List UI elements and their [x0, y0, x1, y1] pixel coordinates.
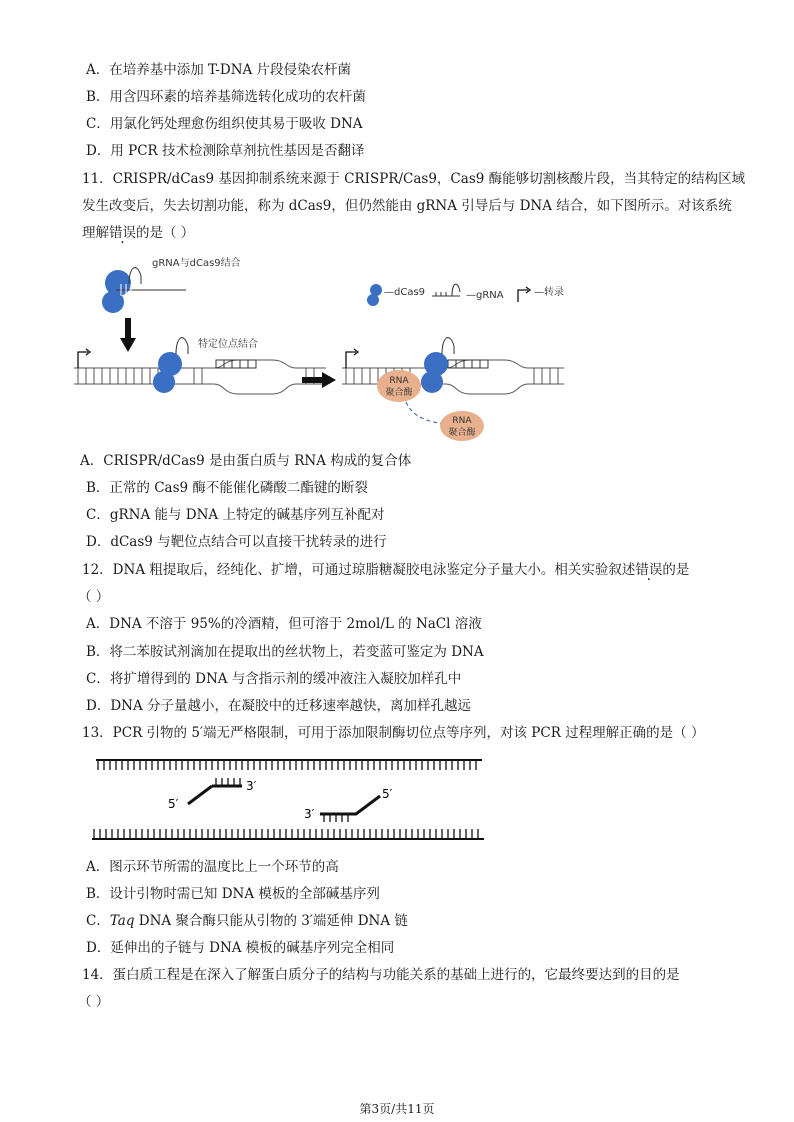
- q10-option-c: C．用氯化钙处理愈伤组织使其易于吸收 DNA: [86, 116, 363, 132]
- dcas9-grna-complex-top: [102, 256, 241, 313]
- q11-option-b: B．正常的 Cas9 酶不能催化磷酸二酯键的断裂: [86, 480, 368, 496]
- q13-option-d: D．延伸出的子链与 DNA 模板的碱基序列完全相同: [86, 940, 395, 956]
- q11-option-a: A．CRISPR/dCas9 是由蛋白质与 RNA 构成的复合体: [80, 453, 412, 469]
- legend-grna: —gRNA: [466, 290, 504, 301]
- q11-stem-pre: 理解: [82, 225, 109, 241]
- q12-option-b: B．将二苯胺试剂滴加在提取出的丝状物上，若变蓝可鉴定为 DNA: [86, 644, 484, 660]
- svg-text:聚合酶: 聚合酶: [448, 428, 476, 438]
- legend-transcription: —转录: [534, 287, 564, 298]
- svg-text:RNA: RNA: [389, 376, 409, 386]
- svg-text:RNA: RNA: [452, 416, 472, 426]
- q13-option-c: C．Taq DNA 聚合酶只能从引物的 3′端延伸 DNA 链: [86, 913, 408, 929]
- q13-option-a: A．图示环节所需的温度比上一个环节的高: [86, 859, 339, 875]
- dna-right: [342, 338, 564, 441]
- q12-option-a: A．DNA 不溶于 95%的冷酒精，但可溶于 2mol/L 的 NaCl 溶液: [86, 616, 482, 632]
- q12-option-c: C．将扩增得到的 DNA 与含指示剂的缓冲液注入凝胶加样孔中: [86, 671, 462, 687]
- template-strand-top: [96, 760, 482, 770]
- q11-option-d: D．dCas9 与靶位点结合可以直接干扰转录的进行: [86, 534, 387, 550]
- dna-left: [74, 337, 326, 394]
- q11-stem-line2: 发生改变后，失去切割功能，称为 dCas9，但仍然能由 gRNA 引导后与 DNA 结合，如下图所示。对该系统: [82, 198, 732, 214]
- q12-emphasis: 错误: [635, 562, 663, 578]
- svg-text:聚合酶: 聚合酶: [385, 388, 413, 398]
- q10-option-b: B．用含四环素的培养基筛选转化成功的农杆菌: [86, 89, 366, 105]
- q12-option-d: D．DNA 分子量越小，在凝胶中的迁移速率越快，离加样孔越远: [86, 698, 471, 714]
- primer-right: [304, 787, 393, 822]
- label-site-bind: 特定位点结合: [198, 339, 258, 350]
- label-grna-bind: gRNA与dCas9结合: [152, 258, 241, 269]
- q11-crispr-figure: [66, 250, 576, 445]
- q13-option-b: B．设计引物时需已知 DNA 模板的全部碱基序列: [86, 886, 380, 902]
- q14-stem-line1: 14．蛋白质工程是在深入了解蛋白质分子的结构与功能关系的基础上进行的，它最终要达到的目的是: [82, 967, 680, 983]
- q10-option-a: A．在培养基中添加 T-DNA 片段侵染农杆菌: [86, 62, 352, 78]
- q14-stem-line2: （ ）: [78, 994, 110, 1010]
- q10-option-d: D．用 PCR 技术检测除草剂抗性基因是否翻译: [86, 143, 365, 159]
- q13-stem-line1: 13．PCR 引物的 5′端无严格限制，可用于添加限制酶切位点等序列，对该 PCR 过程理解正确的是（ ）: [82, 725, 705, 741]
- primer-right-3prime: 3′: [304, 807, 315, 821]
- primer-right-5prime: 5′: [382, 787, 393, 801]
- q11-emphasis: 错误: [109, 225, 136, 241]
- q11-stem-line3: [82, 224, 194, 242]
- q11-stem-post: 的是（ ）: [136, 225, 195, 241]
- q11-option-c: C．gRNA 能与 DNA 上特定的碱基序列互补配对: [86, 507, 385, 523]
- figure-legend: [367, 284, 564, 306]
- template-strand-bottom: [92, 829, 484, 839]
- primer-left-5prime: 5′: [168, 797, 179, 811]
- legend-dcas9: —dCas9: [384, 287, 426, 298]
- page-footer: 第3页/共11页: [359, 1102, 435, 1116]
- primer-left-3prime: 3′: [246, 779, 257, 793]
- q12-stem-line1: 12．DNA 粗提取后，经纯化、扩增，可通过琼脂糖凝胶电泳鉴定分子量大小。相关实验叙述错误的是: [82, 562, 690, 578]
- q11-stem-line1: 11．CRISPR/dCas9 基因抑制系统来源于 CRISPR/Cas9，Cas9 酶能够切割核酸片段，当其特定的结构区域: [82, 171, 746, 187]
- q12-stem-line2: （ ）: [78, 589, 110, 605]
- q13-pcr-figure: [90, 756, 486, 846]
- primer-left: [168, 778, 257, 811]
